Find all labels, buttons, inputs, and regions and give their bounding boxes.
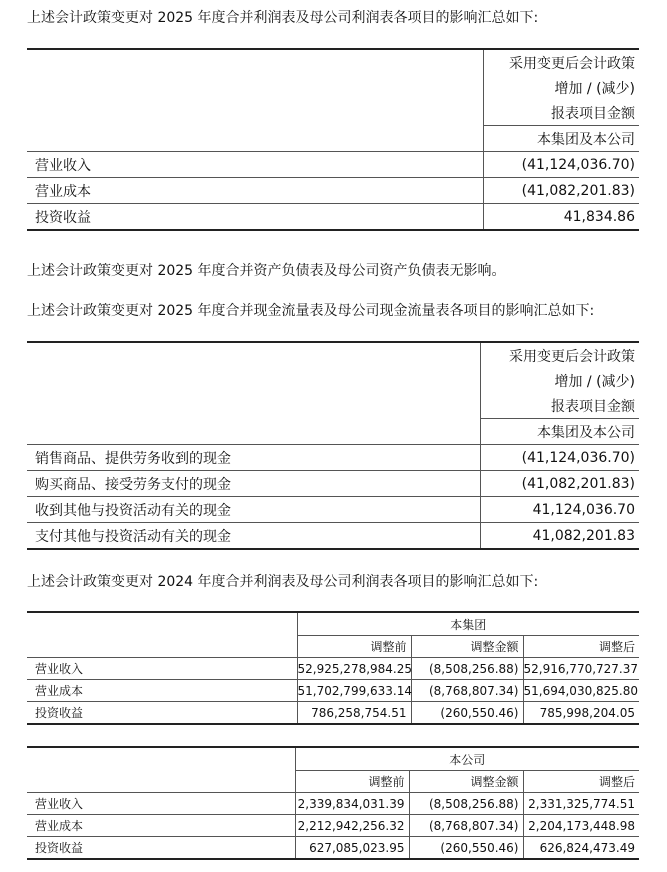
- table-row: [27, 445, 639, 471]
- table-row: [27, 815, 639, 837]
- cell-value: 52,916,770,727.37: [523, 658, 639, 680]
- cell-value: 51,702,799,633.14: [297, 680, 411, 702]
- header-line: 增加 / (减少): [483, 75, 639, 100]
- subheader: 本集团及本公司: [483, 126, 639, 152]
- table-row: [27, 152, 639, 178]
- cell-value: 2,331,325,774.51: [523, 793, 639, 815]
- row-label: 营业成本: [27, 178, 483, 204]
- row-value: (41,124,036.70): [483, 152, 639, 178]
- cell-value: 51,694,030,825.80: [523, 680, 639, 702]
- row-label: 销售商品、提供劳务收到的现金: [27, 445, 480, 471]
- table-row: [27, 523, 639, 550]
- row-value: 41,834.86: [483, 204, 639, 231]
- table-row: [27, 497, 639, 523]
- row-value: (41,082,201.83): [480, 471, 639, 497]
- table-row: [27, 658, 639, 680]
- row-label: 营业收入: [27, 658, 297, 680]
- cell-value: 626,824,473.49: [523, 837, 639, 860]
- table-row: [27, 702, 639, 725]
- balance-sheet-no-impact-text: 上述会计政策变更对 2025 年度合并资产负债表及母公司资产负债表无影响。: [27, 263, 506, 279]
- col-header-before: 调整前: [297, 636, 411, 658]
- row-label: 支付其他与投资活动有关的现金: [27, 523, 480, 550]
- row-label: 营业收入: [27, 152, 483, 178]
- col-header-adjustment: 调整金额: [411, 636, 523, 658]
- row-label: 营业成本: [27, 680, 297, 702]
- row-label: 投资收益: [27, 702, 297, 725]
- cell-value: 785,998,204.05: [523, 702, 639, 725]
- table-row: [27, 471, 639, 497]
- header-line: 采用变更后会计政策: [480, 342, 639, 368]
- table-2024-group-impact: [27, 611, 639, 725]
- table-row: [27, 178, 639, 204]
- col-header-after: 调整后: [523, 771, 639, 793]
- table-row: [27, 680, 639, 702]
- header-line: 增加 / (减少): [480, 368, 639, 393]
- table-row: [27, 204, 639, 231]
- header-line: 采用变更后会计政策: [483, 49, 639, 75]
- row-value: (41,124,036.70): [480, 445, 639, 471]
- intro-text-2025-cashflow: 上述会计政策变更对 2025 年度合并现金流量表及母公司现金流量表各项目的影响汇总如下:: [27, 303, 595, 319]
- row-value: 41,124,036.70: [480, 497, 639, 523]
- table-2025-cashflow-impact: [27, 341, 639, 550]
- cell-value: (8,508,256.88): [411, 658, 523, 680]
- cell-value: 52,925,278,984.25: [297, 658, 411, 680]
- table-row: [27, 837, 639, 860]
- cell-value: (8,508,256.88): [409, 793, 523, 815]
- row-label: 营业成本: [27, 815, 295, 837]
- cell-value: 2,204,173,448.98: [523, 815, 639, 837]
- row-value: (41,082,201.83): [483, 178, 639, 204]
- cell-value: (8,768,807.34): [409, 815, 523, 837]
- cell-value: 627,085,023.95: [295, 837, 409, 860]
- cell-value: 2,212,942,256.32: [295, 815, 409, 837]
- col-header-after: 调整后: [523, 636, 639, 658]
- col-header-adjustment: 调整金额: [409, 771, 523, 793]
- table-2024-company-impact: [27, 746, 639, 860]
- table-2025-income-impact: [27, 48, 639, 231]
- group-header: 本公司: [295, 747, 639, 771]
- subheader: 本集团及本公司: [480, 419, 639, 445]
- group-header: 本集团: [297, 612, 639, 636]
- cell-value: (8,768,807.34): [411, 680, 523, 702]
- row-label: 购买商品、接受劳务支付的现金: [27, 471, 480, 497]
- cell-value: 786,258,754.51: [297, 702, 411, 725]
- header-line: 报表项目金额: [480, 393, 639, 419]
- table-row: [27, 793, 639, 815]
- cell-value: 2,339,834,031.39: [295, 793, 409, 815]
- row-label: 投资收益: [27, 204, 483, 231]
- header-line: 报表项目金额: [483, 100, 639, 126]
- row-label: 投资收益: [27, 837, 295, 860]
- cell-value: (260,550.46): [409, 837, 523, 860]
- row-label: 营业收入: [27, 793, 295, 815]
- col-header-before: 调整前: [295, 771, 409, 793]
- row-label: 收到其他与投资活动有关的现金: [27, 497, 480, 523]
- intro-text-2025-income: 上述会计政策变更对 2025 年度合并利润表及母公司利润表各项目的影响汇总如下:: [27, 10, 539, 26]
- row-value: 41,082,201.83: [480, 523, 639, 550]
- intro-text-2024-income: 上述会计政策变更对 2024 年度合并利润表及母公司利润表各项目的影响汇总如下:: [27, 574, 539, 590]
- cell-value: (260,550.46): [411, 702, 523, 725]
